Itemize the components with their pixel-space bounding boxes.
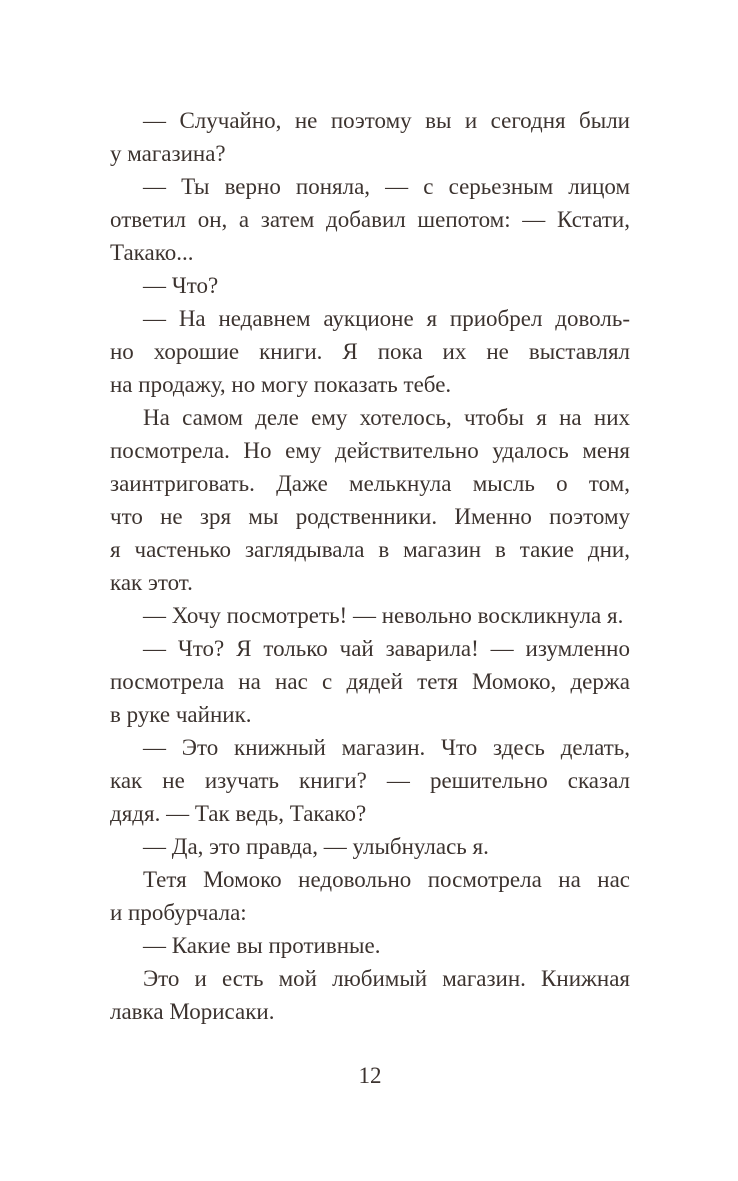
paragraph <box>110 170 630 269</box>
text-line: — Какие вы противные. <box>143 933 381 958</box>
text-line: посмотрела. Но ему действительно удалось меня <box>110 438 630 463</box>
text-line: но хорошие книги. Я пока их не выставлял <box>110 339 630 364</box>
text-line: — Что? Я только чай заварила! — изумленно <box>143 636 630 661</box>
text-line: На самом деле ему хотелось, чтобы я на них <box>143 405 630 430</box>
paragraph <box>110 731 630 830</box>
text-line: что не зря мы родственники. Именно поэтому <box>110 504 630 529</box>
text-line: Тетя Момоко недовольно посмотрела на нас <box>143 867 630 892</box>
text-line: и пробурчала: <box>110 900 247 925</box>
page-number: 12 <box>358 1063 382 1088</box>
text-line: заинтриговать. Даже мелькнула мысль о том, <box>110 471 630 496</box>
paragraph <box>110 632 630 731</box>
text-line: в руке чайник. <box>110 702 252 727</box>
paragraph <box>110 302 630 401</box>
text-line: дядя. — Так ведь, Такако? <box>110 801 367 826</box>
paragraph <box>110 401 630 599</box>
text-line: лавка Морисаки. <box>110 999 275 1024</box>
text-line: — На недавнем аукционе я приобрел доволь- <box>143 306 630 331</box>
text-line: — Случайно, не поэтому вы и сегодня были <box>143 108 630 133</box>
text-line: — Это книжный магазин. Что здесь делать, <box>143 735 630 760</box>
paragraph <box>110 830 630 863</box>
text-line: на продажу, но могу показать тебе. <box>110 372 452 397</box>
paragraph <box>110 929 630 962</box>
paragraph <box>110 863 630 929</box>
text-line: я частенько заглядывала в магазин в такие дни, <box>110 537 630 562</box>
text-line: как не изучать книги? — решительно сказал <box>110 768 630 793</box>
text-line: Это и есть мой любимый магазин. Книжная <box>143 966 630 991</box>
text-line: — Да, это правда, — улыбнулась я. <box>143 834 489 859</box>
text-line: — Ты верно поняла, — с серьезным лицом <box>143 174 630 199</box>
text-line: Такако... <box>110 240 194 265</box>
text-line: — Что? <box>143 273 219 298</box>
text-line: — Хочу посмотреть! — невольно воскликнула я. <box>143 603 624 628</box>
paragraph <box>110 104 630 170</box>
paragraph <box>110 962 630 1028</box>
paragraph <box>110 269 630 302</box>
text-line: как этот. <box>110 570 193 595</box>
text-line: посмотрела на нас с дядей тетя Момоко, держа <box>110 669 630 694</box>
page-footer <box>110 1059 630 1092</box>
page-text <box>110 104 630 1028</box>
text-line: у магазина? <box>110 141 226 166</box>
paragraph <box>110 599 630 632</box>
text-line: ответил он, а затем добавил шепотом: — Кстати, <box>110 207 630 232</box>
